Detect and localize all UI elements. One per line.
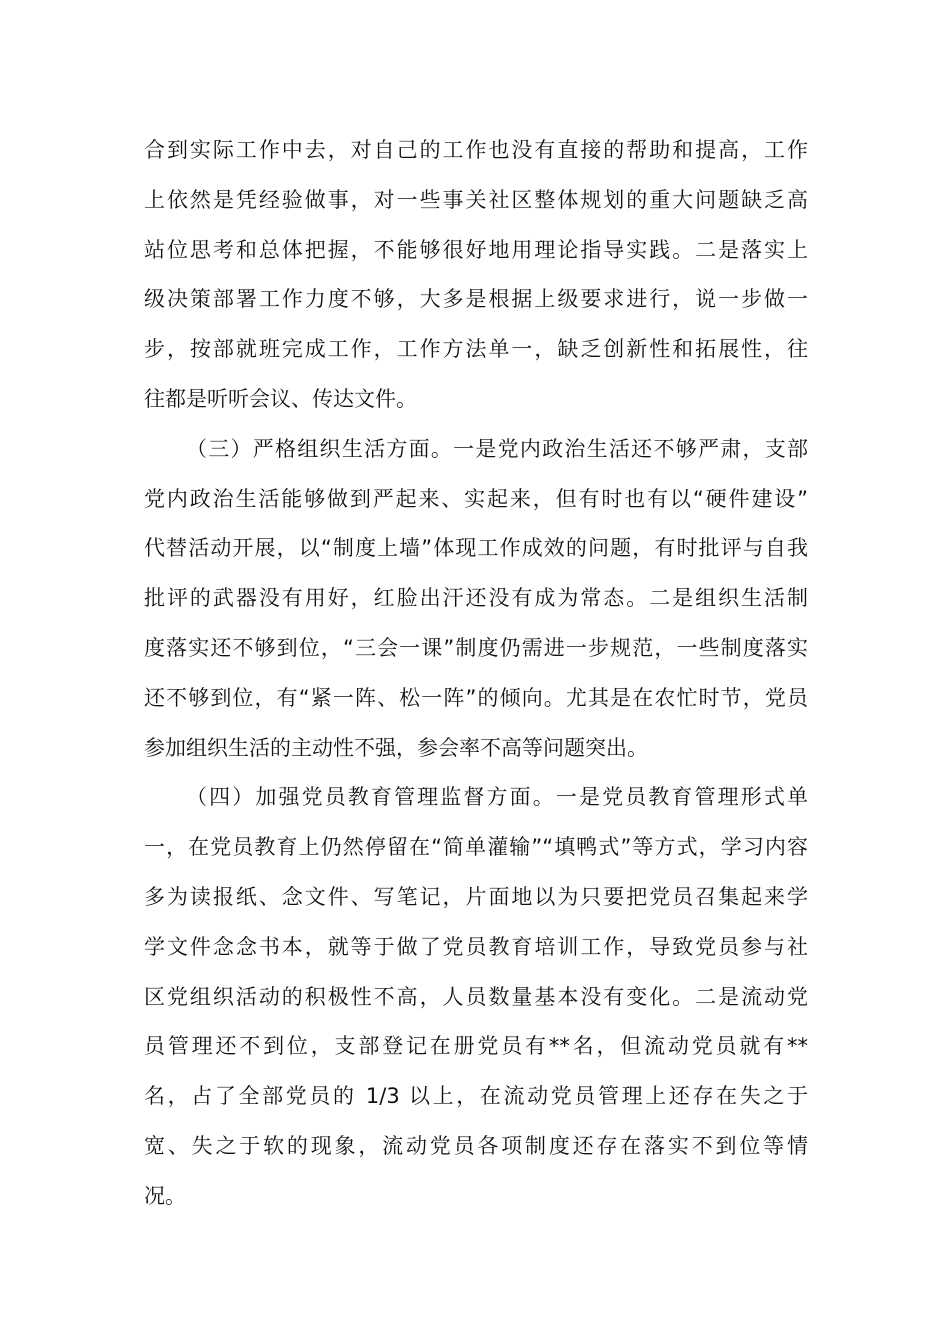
text-line: 级决策部署工作力度不够，大多是根据上级要求进行，说一步做一	[144, 287, 808, 312]
text-line: 况。	[144, 1183, 186, 1208]
text-line: 参加组织生活的主动性不强，参会率不高等问题突出。	[144, 735, 648, 760]
text-line: 宽、失之于软的现象，流动党员各项制度还存在落实不到位等情	[144, 1133, 808, 1158]
text-line: 区党组织活动的积极性不高，人员数量基本没有变化。二是流动党	[144, 984, 808, 1009]
section-heading-line: （四）加强党员教育管理监督方面。一是党员教育管理形式单	[186, 785, 808, 810]
text-line: 代替活动开展，以“制度上墙”体现工作成效的问题，有时批评与自我	[144, 536, 808, 561]
text-line: 学文件念念书本，就等于做了党员教育培训工作，导致党员参与社	[144, 934, 808, 959]
text-line: 一，在党员教育上仍然停留在“简单灌输”“填鸭式”等方式，学习内容	[144, 835, 808, 860]
document-body	[144, 126, 808, 1222]
text-line: 多为读报纸、念文件、写笔记，片面地以为只要把党员召集起来学	[144, 884, 808, 909]
section-heading-line: （三）严格组织生活方面。一是党内政治生活还不够严肃，支部	[186, 436, 808, 461]
text-line: 还不够到位，有“紧一阵、松一阵”的倾向。尤其是在农忙时节，党员	[144, 685, 808, 710]
text-line: 批评的武器没有用好，红脸出汗还没有成为常态。二是组织生活制	[144, 586, 808, 611]
text-line: 名，占了全部党员的 1/3 以上，在流动党员管理上还存在失之于	[144, 1084, 808, 1109]
text-line: 步，按部就班完成工作，工作方法单一，缺乏创新性和拓展性，往	[144, 337, 808, 362]
text-line: 党内政治生活能够做到严起来、实起来，但有时也有以“硬件建设”	[144, 486, 808, 511]
text-line: 上依然是凭经验做事，对一些事关社区整体规划的重大问题缺乏高	[144, 187, 808, 212]
text-line: 合到实际工作中去，对自己的工作也没有直接的帮助和提高，工作	[144, 138, 808, 162]
text-line: 员管理还不到位，支部登记在册党员有**名，但流动党员就有**	[144, 1034, 808, 1059]
text-line: 站位思考和总体把握，不能够很好地用理论指导实践。二是落实上	[144, 237, 808, 262]
text-line: 往都是听听会议、传达文件。	[144, 386, 417, 411]
text-line: 度落实还不够到位，“三会一课”制度仍需进一步规范，一些制度落实	[144, 635, 808, 660]
